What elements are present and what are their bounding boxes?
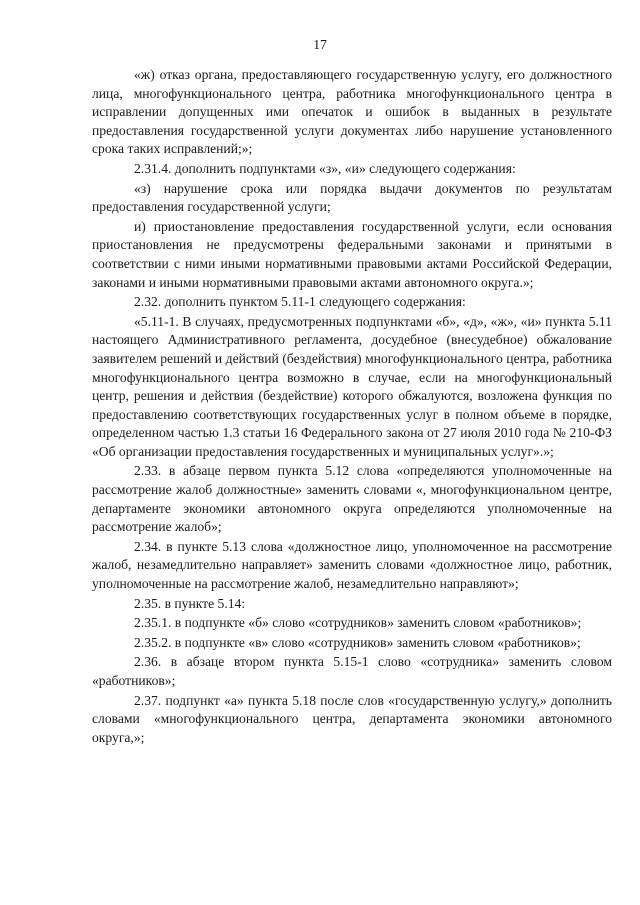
- document-body: [92, 66, 612, 748]
- paragraph-2-35: 2.35. в пункте 5.14:: [134, 595, 246, 611]
- page-number: 17: [313, 37, 327, 52]
- paragraph-2-31-4: 2.31.4. дополнить подпунктами «з», «и» следующего содержания:: [134, 160, 516, 176]
- paragraph-i-suspension: и) приостановление предоставления государственной услуги, если основания приостановления не предусмотрены федеральными законами и принятыми в соответствии с ними иными нормативными правовыми актами Российской Федерации, законами и иными нормативными правовыми актами автономного округа.»;: [92, 218, 612, 290]
- paragraph-2-37: 2.37. подпункт «а» пункта 5.18 после слов «государственную услугу,» дополнить словами «многофункционального центра, департамента экономики автономного округа,»;: [92, 692, 612, 745]
- paragraph-2-34: 2.34. в пункте 5.13 слова «должностное лицо, уполномоченное на рассмотрение жалоб, незамедлительно направляет» заменить словами «должностное лицо, работник, уполномоченные на рассмотрение жалоб, незамедлительно направляют»;: [92, 538, 612, 592]
- paragraph-2-36: 2.36. в абзаце втором пункта 5.15-1 слово «сотрудника» заменить словом «работников»;: [92, 654, 612, 688]
- paragraph-2-32: 2.32. дополнить пунктом 5.11-1 следующего содержания:: [134, 294, 466, 310]
- paragraph-2-35-2: 2.35.2. в подпункте «в» слово «сотрудников» заменить словом «работников»;: [134, 634, 581, 650]
- paragraph-zh-refusal: «ж) отказ органа, предоставляющего государственную услугу, его должностного лица, многофункционального центра, работника многофункционального центра в исправлении допущенных ими опечаток и ошибок в выданных в результате предоставления государственной услуги документах либо нарушение установленного срока таких исправлений;»;: [92, 67, 612, 157]
- paragraph-5-11-1: «5.11-1. В случаях, предусмотренных подпунктами «б», «д», «ж», «и» пункта 5.11 настоящего Административного регламента, досудебное (внесудебное) обжалование заявителем решений и действий (бездействия) многофункционального центра, работника многофункционального центра возможно в случае, если на многофункциональный центр, решения и действия (бездействие) которого обжалуются, возложена функция по предоставлению соответствующих государственных услуг в полном объеме в порядке, определенном частью 1.3 статьи 16 Федерального закона от 27 июля 2010 года № 210-ФЗ «Об организации предоставления государственных и муниципальных услуг».»;: [92, 313, 612, 459]
- paragraph-2-35-1: 2.35.1. в подпункте «б» слово «сотрудников» заменить словом «работников»;: [134, 615, 582, 631]
- paragraph-z-deadline: «з) нарушение срока или порядка выдачи документов по результатам предоставления государственной услуги;: [92, 180, 612, 215]
- paragraph-2-33: 2.33. в абзаце первом пункта 5.12 слова «определяются уполномоченные на рассмотрение жалоб должностные» заменить словами «, многофункциональном центре, департаменте экономики автономного округа определяются уполномоченные на рассмотрение жалоб»;: [92, 463, 612, 535]
